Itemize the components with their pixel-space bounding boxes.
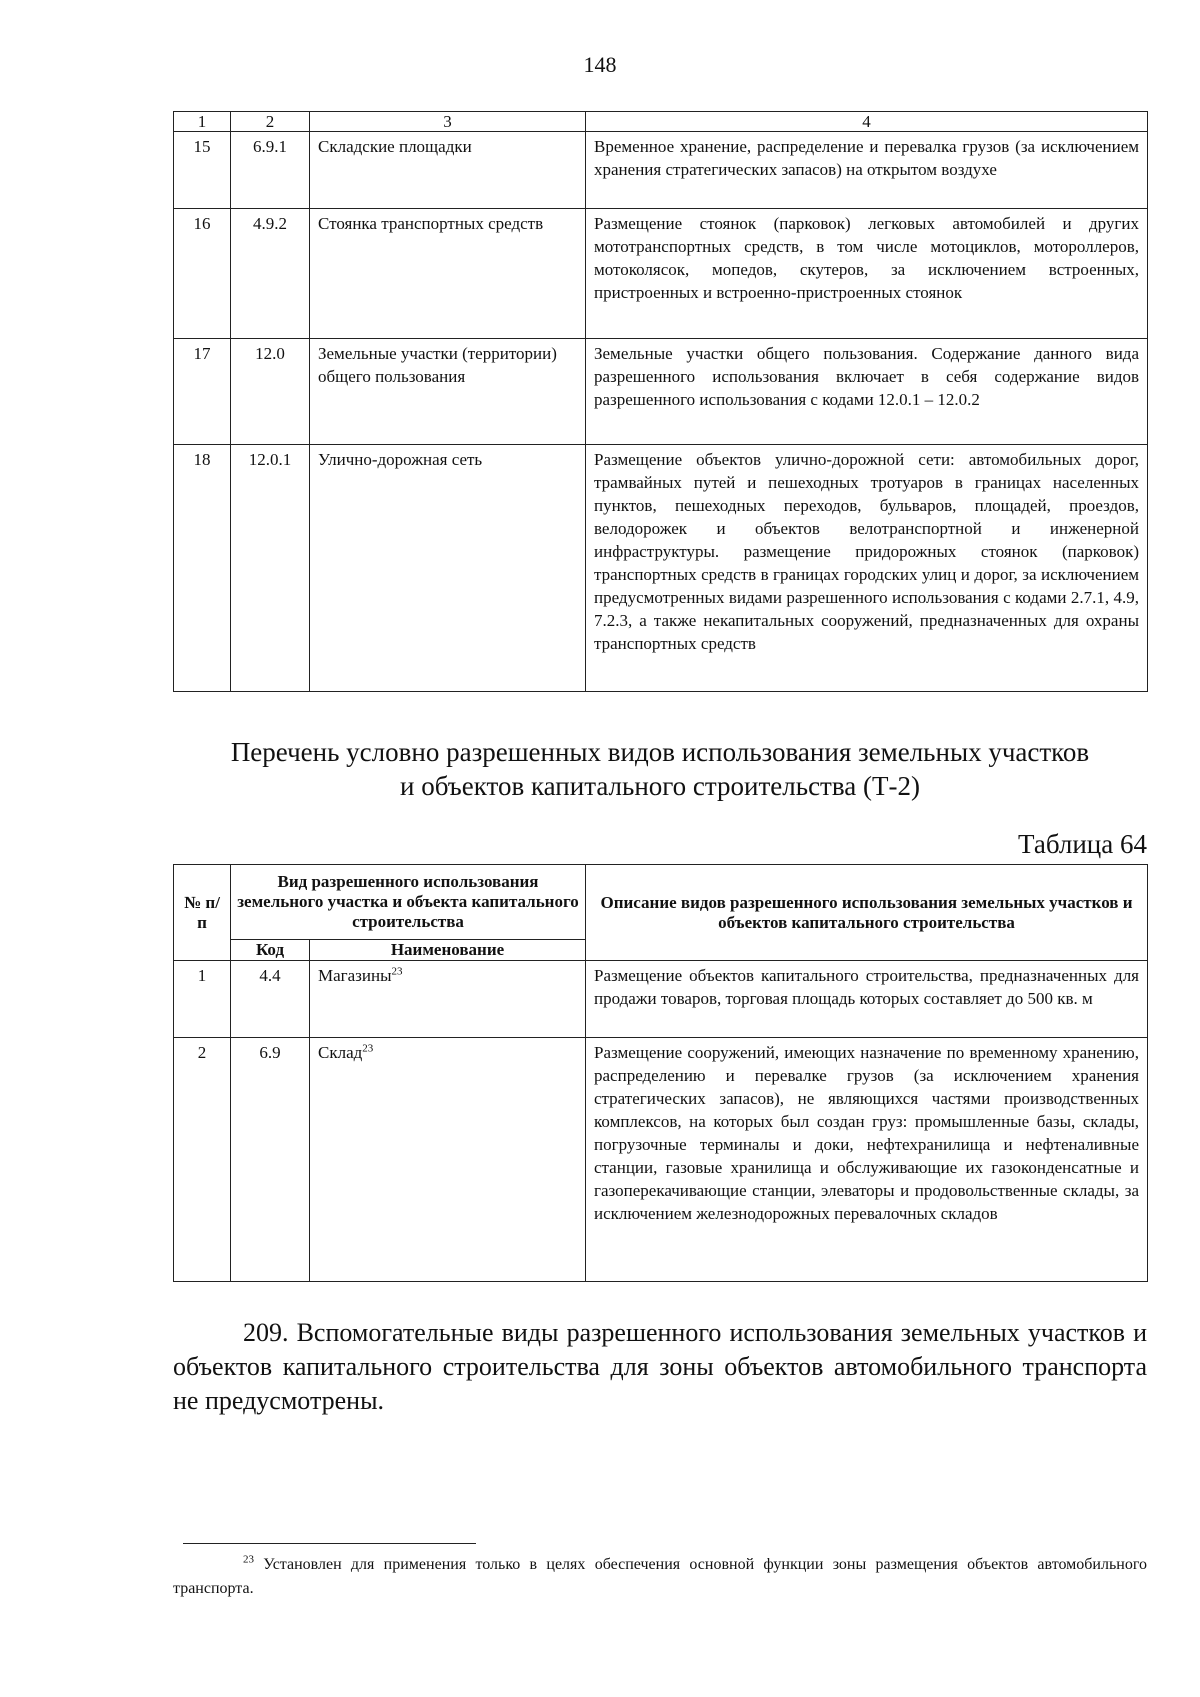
header-code: Код <box>231 940 310 961</box>
use-description: Временное хранение, распределение и перевалка грузов (за исключением хранения стратегических запасов) на открытом воздухе <box>586 132 1148 209</box>
footnote-reference[interactable]: 23 <box>362 1042 374 1055</box>
table-header-row <box>174 865 1148 940</box>
column-number: 1 <box>174 112 231 132</box>
land-use-table-continued <box>173 111 1148 692</box>
row-number: 15 <box>174 132 231 209</box>
footnote <box>173 1553 1147 1601</box>
paragraph-text: 209. Вспомогательные виды разрешенного использования земельных участков и объектов капитального строительства для зоны объектов автомобильного транспорта не предусмотрены. <box>173 1318 1147 1415</box>
use-code: 4.4 <box>231 961 310 1038</box>
header-description: Описание видов разрешенного использования земельных участков и объектов капитального строительства <box>586 865 1148 961</box>
header-number: № п/п <box>174 865 231 961</box>
use-code: 6.9 <box>231 1038 310 1282</box>
use-code: 12.0.1 <box>231 445 310 692</box>
use-name: Улично-дорожная сеть <box>310 445 586 692</box>
table-column-numbers <box>174 112 1148 132</box>
section-title <box>173 735 1147 803</box>
column-number: 4 <box>586 112 1148 132</box>
table-row <box>174 209 1148 339</box>
use-name: Магазины <box>318 966 392 985</box>
table-row <box>174 132 1148 209</box>
table-caption: Таблица 64 <box>1018 829 1147 859</box>
page-number: 148 <box>583 52 617 77</box>
use-description: Размещение объектов улично-дорожной сети: автомобильных дорог, трамвайных путей и пешеходных тротуаров в границах населенных пунктов, пешеходных переходов, бульваров, площадей, проездов, велодорожек и объектов велотранспортной и инженерной инфраструктуры. размещение придорожных стоянок (парковок) транспортных средств в границах городских улиц и дорог, за исключением предусмотренных видами разрешенного использования с кодами 2.7.1, 4.9, 7.2.3, а также некапитальных сооружений, предназначенных для охраны транспортных средств <box>586 445 1148 692</box>
use-name-cell <box>310 1038 586 1282</box>
use-name: Земельные участки (территории) общего пользования <box>310 339 586 445</box>
body-paragraph <box>173 1316 1147 1418</box>
use-description: Размещение объектов капитального строительства, предназначенных для продажи товаров, торговая площадь которых составляет до 500 кв. м <box>586 961 1148 1038</box>
use-code: 6.9.1 <box>231 132 310 209</box>
row-number: 17 <box>174 339 231 445</box>
section-title-line: и объектов капитального строительства (Т-2) <box>400 771 920 801</box>
column-number: 3 <box>310 112 586 132</box>
row-number: 2 <box>174 1038 231 1282</box>
table-row <box>174 961 1148 1038</box>
footnote-separator <box>183 1543 476 1544</box>
use-name: Складские площадки <box>310 132 586 209</box>
use-description: Размещение сооружений, имеющих назначение по временному хранению, распределению и перевалке грузов (за исключением хранения стратегических запасов), не являющихся частями производственных комплексов, на которых был создан груз: промышленные базы, склады, погрузочные терминалы и доки, нефтехранилища и нефтеналивные станции, газовые хранилища и обслуживающие их газоконденсатные и газоперекачивающие станции, элеваторы и продовольственные склады, за исключением железнодорожных перевалочных складов <box>586 1038 1148 1282</box>
use-description: Земельные участки общего пользования. Содержание данного вида разрешенного использования включает в себя содержание видов разрешенного использования с кодами 12.0.1 – 12.0.2 <box>586 339 1148 445</box>
conditional-uses-table <box>173 864 1148 1282</box>
row-number: 18 <box>174 445 231 692</box>
use-name: Стоянка транспортных средств <box>310 209 586 339</box>
header-use-group: Вид разрешенного использования земельного участка и объекта капитального строительства <box>231 865 586 940</box>
use-name: Склад <box>318 1043 363 1062</box>
footnote-mark: 23 <box>243 1553 254 1566</box>
use-description: Размещение стоянок (парковок) легковых автомобилей и других мототранспортных средств, в том числе мотоциклов, мотороллеров, мотоколясок, мопедов, скутеров, за исключением встроенных, пристроенных и встроенно-пристроенных стоянок <box>586 209 1148 339</box>
column-number: 2 <box>231 112 310 132</box>
use-name-cell <box>310 961 586 1038</box>
use-code: 12.0 <box>231 339 310 445</box>
table-row <box>174 1038 1148 1282</box>
row-number: 1 <box>174 961 231 1038</box>
section-title-line: Перечень условно разрешенных видов использования земельных участков <box>230 737 1090 767</box>
use-code: 4.9.2 <box>231 209 310 339</box>
row-number: 16 <box>174 209 231 339</box>
footnote-reference[interactable]: 23 <box>391 965 403 978</box>
table-row <box>174 445 1148 692</box>
table-row <box>174 339 1148 445</box>
header-name: Наименование <box>310 940 586 961</box>
footnote-text: Установлен для применения только в целях обеспечения основной функции зоны размещения объектов автомобильного транспорта. <box>173 1556 1147 1597</box>
